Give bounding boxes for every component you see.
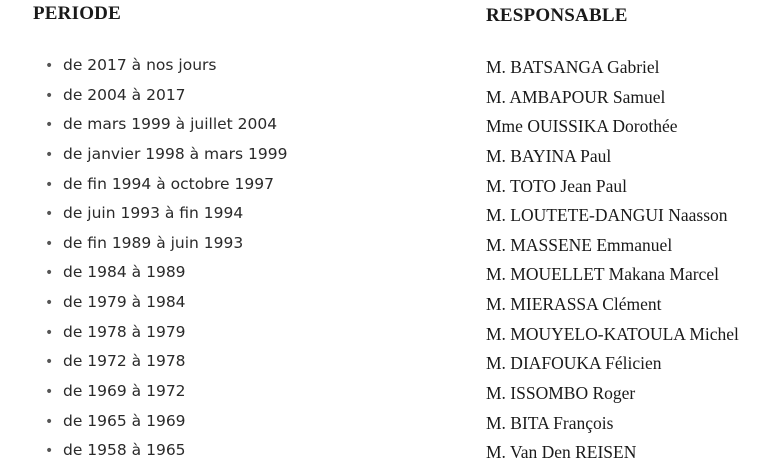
period-text: de fin 1989 à juin 1993 — [63, 233, 244, 252]
period-list-item — [45, 319, 287, 349]
responsible-name: M. LOUTETE-DANGUI Naasson — [486, 205, 728, 226]
responsible-column-heading: RESPONSABLE — [486, 5, 628, 26]
period-list-item — [45, 111, 287, 141]
period-text: de 1978 à 1979 — [63, 322, 186, 341]
period-text: de 1965 à 1969 — [63, 411, 186, 430]
period-list-item — [45, 141, 287, 171]
period-text: de juin 1993 à fin 1994 — [63, 204, 244, 223]
responsible-name: M. MIERASSA Clément — [486, 294, 662, 315]
bullet-icon: • — [45, 87, 54, 104]
bullet-icon: • — [45, 413, 54, 430]
responsible-name: M. MOUYELO-KATOULA Michel — [486, 323, 739, 344]
responsible-name: M. Van Den REISEN — [486, 442, 637, 463]
bullet-icon: • — [45, 146, 54, 163]
bullet-icon: • — [45, 295, 54, 312]
bullet-icon: • — [45, 265, 54, 282]
responsible-name: Mme OUISSIKA Dorothée — [486, 116, 678, 137]
responsible-name: M. TOTO Jean Paul — [486, 175, 627, 196]
period-list-item — [45, 408, 287, 438]
period-list-item — [45, 437, 287, 467]
period-list-item — [45, 200, 287, 230]
period-text: de mars 1999 à juillet 2004 — [63, 115, 278, 134]
period-list-item — [45, 378, 287, 408]
period-text: de 2017 à nos jours — [63, 56, 217, 74]
period-text: de 1972 à 1978 — [63, 352, 186, 371]
responsible-name: M. ISSOMBO Roger — [486, 383, 636, 404]
bullet-icon: • — [45, 206, 54, 223]
responsible-name: M. BATSANGA Gabriel — [486, 57, 660, 77]
period-text: de fin 1994 à octobre 1997 — [63, 174, 274, 193]
bullet-icon: • — [45, 58, 54, 74]
bullet-icon: • — [45, 443, 54, 460]
responsible-name: M. MOUELLET Makana Marcel — [486, 264, 719, 285]
bullet-icon: • — [45, 117, 54, 134]
responsible-name: M. BITA François — [486, 412, 614, 433]
period-text: de 2004 à 2017 — [63, 85, 186, 104]
period-list-item — [45, 289, 287, 319]
period-list — [45, 52, 287, 467]
period-list-item — [45, 52, 287, 82]
responsible-name: M. MASSENE Emmanuel — [486, 234, 673, 255]
period-text: de 1969 à 1972 — [63, 382, 186, 401]
period-list-item — [45, 171, 287, 201]
bullet-icon: • — [45, 324, 54, 341]
bullet-icon: • — [45, 235, 54, 252]
period-list-item — [45, 230, 287, 260]
responsible-name: M. AMBAPOUR Samuel — [486, 86, 666, 107]
period-text: de 1979 à 1984 — [63, 293, 186, 312]
responsible-name: M. DIAFOUKA Félicien — [486, 353, 662, 374]
period-text: de 1984 à 1989 — [63, 263, 186, 282]
bullet-icon: • — [45, 354, 54, 371]
period-list-item — [45, 82, 287, 112]
responsible-name: M. BAYINA Paul — [486, 145, 612, 166]
period-column-heading: PERIODE — [33, 3, 121, 24]
period-list-item — [45, 348, 287, 378]
bullet-icon: • — [45, 384, 54, 401]
period-list-item — [45, 259, 287, 289]
responsible-list — [486, 54, 739, 469]
bullet-icon: • — [45, 176, 54, 193]
period-text: de janvier 1998 à mars 1999 — [63, 144, 288, 163]
period-text: de 1958 à 1965 — [63, 441, 186, 460]
